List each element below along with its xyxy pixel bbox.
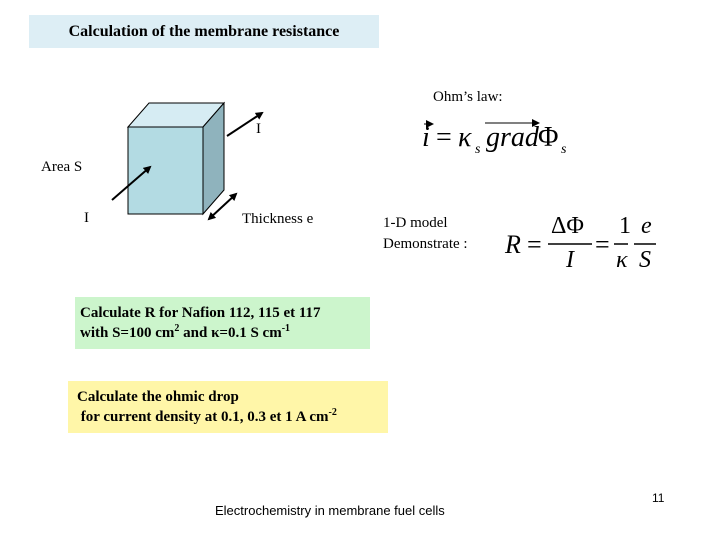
equals-sign-2: = — [595, 230, 610, 259]
area-symbol: S — [639, 247, 651, 273]
area-label: Area S — [41, 159, 83, 175]
current-symbol: I — [566, 247, 574, 273]
footer-text: Electrochemistry in membrane fuel cells — [215, 503, 445, 518]
current-label-left: I — [84, 210, 89, 226]
current-density-symbol: i — [422, 122, 430, 153]
cube-front-face — [128, 127, 203, 214]
kappa-subscript: s — [475, 142, 481, 157]
task2-line1: Calculate the ohmic drop — [77, 389, 239, 405]
grad-operator: grad — [486, 122, 539, 153]
potential-subscript: s — [561, 142, 567, 157]
equals-sign: = — [436, 122, 452, 153]
delta-phi: ΔΦ — [551, 213, 584, 239]
task2-line2: for current density at 0.1, 0.3 et 1 A $cm^{-2}$ — [77, 407, 337, 425]
resistance-symbol: R — [505, 230, 521, 259]
kappa-denominator: κ — [616, 247, 628, 273]
thickness-label: Thickness e — [242, 211, 314, 227]
current-label-top: I — [256, 121, 261, 137]
demonstrate-label: Demonstrate : — [383, 236, 468, 252]
task-ohmic-drop-box — [68, 381, 388, 433]
slide-title: Calculation of the membrane resistance — [29, 15, 379, 48]
numerator-one: 1 — [619, 213, 631, 239]
resistance-equation — [505, 213, 665, 277]
equals-sign-1: = — [527, 230, 542, 259]
potential-symbol: Φ — [538, 122, 559, 153]
model-label: 1-D model — [383, 215, 448, 231]
ohms-law-label: Ohm’s law: — [433, 89, 503, 105]
page-number: 11 — [652, 491, 665, 505]
task-nafion-box — [75, 297, 370, 349]
kappa-symbol: κ — [458, 122, 472, 153]
task1-line2: with S=100 $cm^2$ and κ=0.1 S $cm^{-1}$ — [80, 323, 291, 341]
thickness-symbol: e — [641, 213, 652, 239]
task1-line1: Calculate R for Nafion 112, 115 et 117 — [80, 305, 321, 321]
